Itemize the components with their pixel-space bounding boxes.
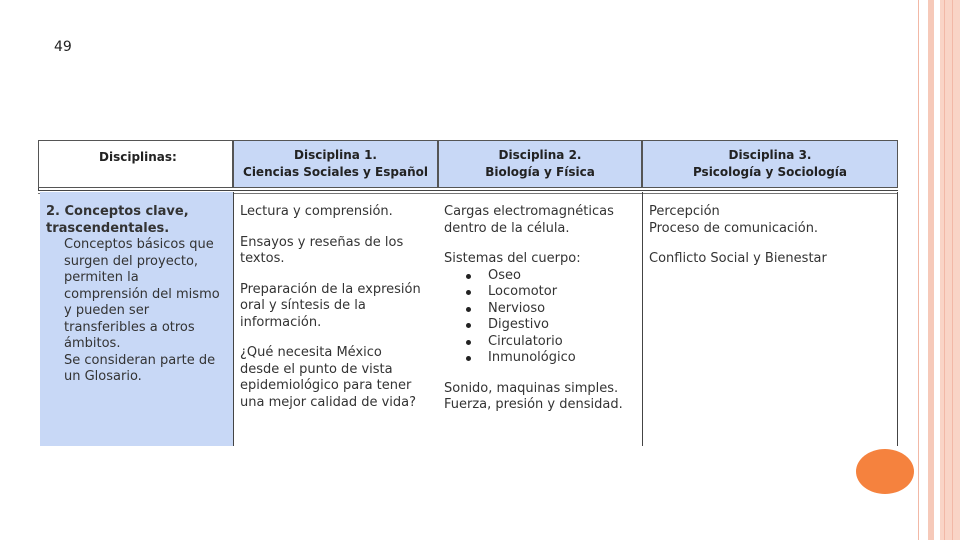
cell-line: una mejor calidad de vida? — [240, 394, 417, 410]
header-disciplina-3 — [642, 140, 898, 188]
cell-line: Conflicto Social y Bienestar — [649, 251, 827, 266]
cell-disciplina-2 — [438, 192, 642, 446]
header-sublabel: Ciencias Sociales y Español — [243, 165, 428, 179]
decor-stripe — [944, 0, 945, 540]
list-item: Inmunológico — [488, 350, 636, 367]
header-disciplina-1 — [233, 140, 438, 188]
cell-line: permiten la — [64, 270, 139, 285]
header-disciplina-2 — [438, 140, 642, 188]
cell-line: Sonido, maquinas simples. — [444, 380, 619, 396]
header-label: Disciplina 1. — [294, 148, 377, 162]
cell-concepts — [40, 192, 233, 446]
list-item: Digestivo — [488, 317, 636, 334]
cell-line: un Glosario. — [64, 369, 142, 384]
list-item: Locomotor — [488, 284, 636, 301]
cell-line: desde el punto de vista — [240, 361, 393, 377]
cell-line: Percepción — [649, 204, 720, 219]
cell-line: y pueden ser — [64, 303, 150, 318]
list-item: Circulatorio — [488, 334, 636, 351]
cell-disciplina-1 — [233, 192, 438, 446]
disciplines-table — [38, 140, 898, 446]
decor-stripe — [928, 0, 934, 540]
cell-line: transferibles a otros — [64, 319, 195, 335]
cell-line: Se consideran parte de — [64, 352, 216, 368]
list-item: Oseo — [488, 268, 636, 285]
header-label: Disciplina 2. — [498, 148, 582, 162]
cell-line: Sistemas del cuerpo: — [444, 251, 581, 266]
cell-line: Lectura y comprensión. — [240, 204, 393, 219]
cell-line: Ensayos y reseñas de los — [240, 234, 404, 250]
decor-stripe — [940, 0, 960, 540]
cell-line: Cargas electromagnéticas — [444, 204, 614, 219]
cell-title: 2. Conceptos clave, — [46, 204, 189, 219]
cell-line: comprensión del mismo — [64, 286, 220, 302]
cell-line: Proceso de comunicación. — [649, 220, 819, 236]
cell-line: textos. — [240, 251, 285, 266]
cell-line: dentro de la célula. — [444, 220, 570, 236]
cell-disciplina-3 — [642, 192, 898, 446]
orange-circle-decoration — [856, 449, 914, 494]
header-disciplinas — [38, 140, 233, 188]
table-body — [38, 192, 898, 446]
header-label: Disciplinas: — [99, 150, 177, 164]
list-item: Nervioso — [488, 301, 636, 318]
cell-line: ámbitos. — [64, 336, 121, 351]
header-label: Disciplina 3. — [728, 148, 812, 162]
header-sublabel: Psicología y Sociología — [692, 165, 848, 179]
header-sublabel: Biología y Física — [485, 165, 595, 179]
systems-list — [444, 268, 636, 367]
decor-stripe — [918, 0, 919, 540]
row-divider — [38, 190, 898, 191]
cell-line: Fuerza, presión y densidad. — [444, 397, 623, 412]
cell-line: información. — [240, 314, 322, 330]
cell-line: Preparación de la expresión — [240, 281, 421, 297]
cell-line: Conceptos básicos que — [64, 237, 214, 252]
cell-line: ¿Qué necesita México — [240, 345, 382, 360]
cell-line: epidemiológico para tener — [240, 378, 412, 393]
cell-line: surgen del proyecto, — [64, 253, 199, 269]
cell-line: oral y síntesis de la — [240, 298, 366, 313]
decor-stripe — [952, 0, 953, 540]
cell-title: trascendentales. — [46, 220, 170, 236]
page-number: 49 — [54, 39, 72, 55]
